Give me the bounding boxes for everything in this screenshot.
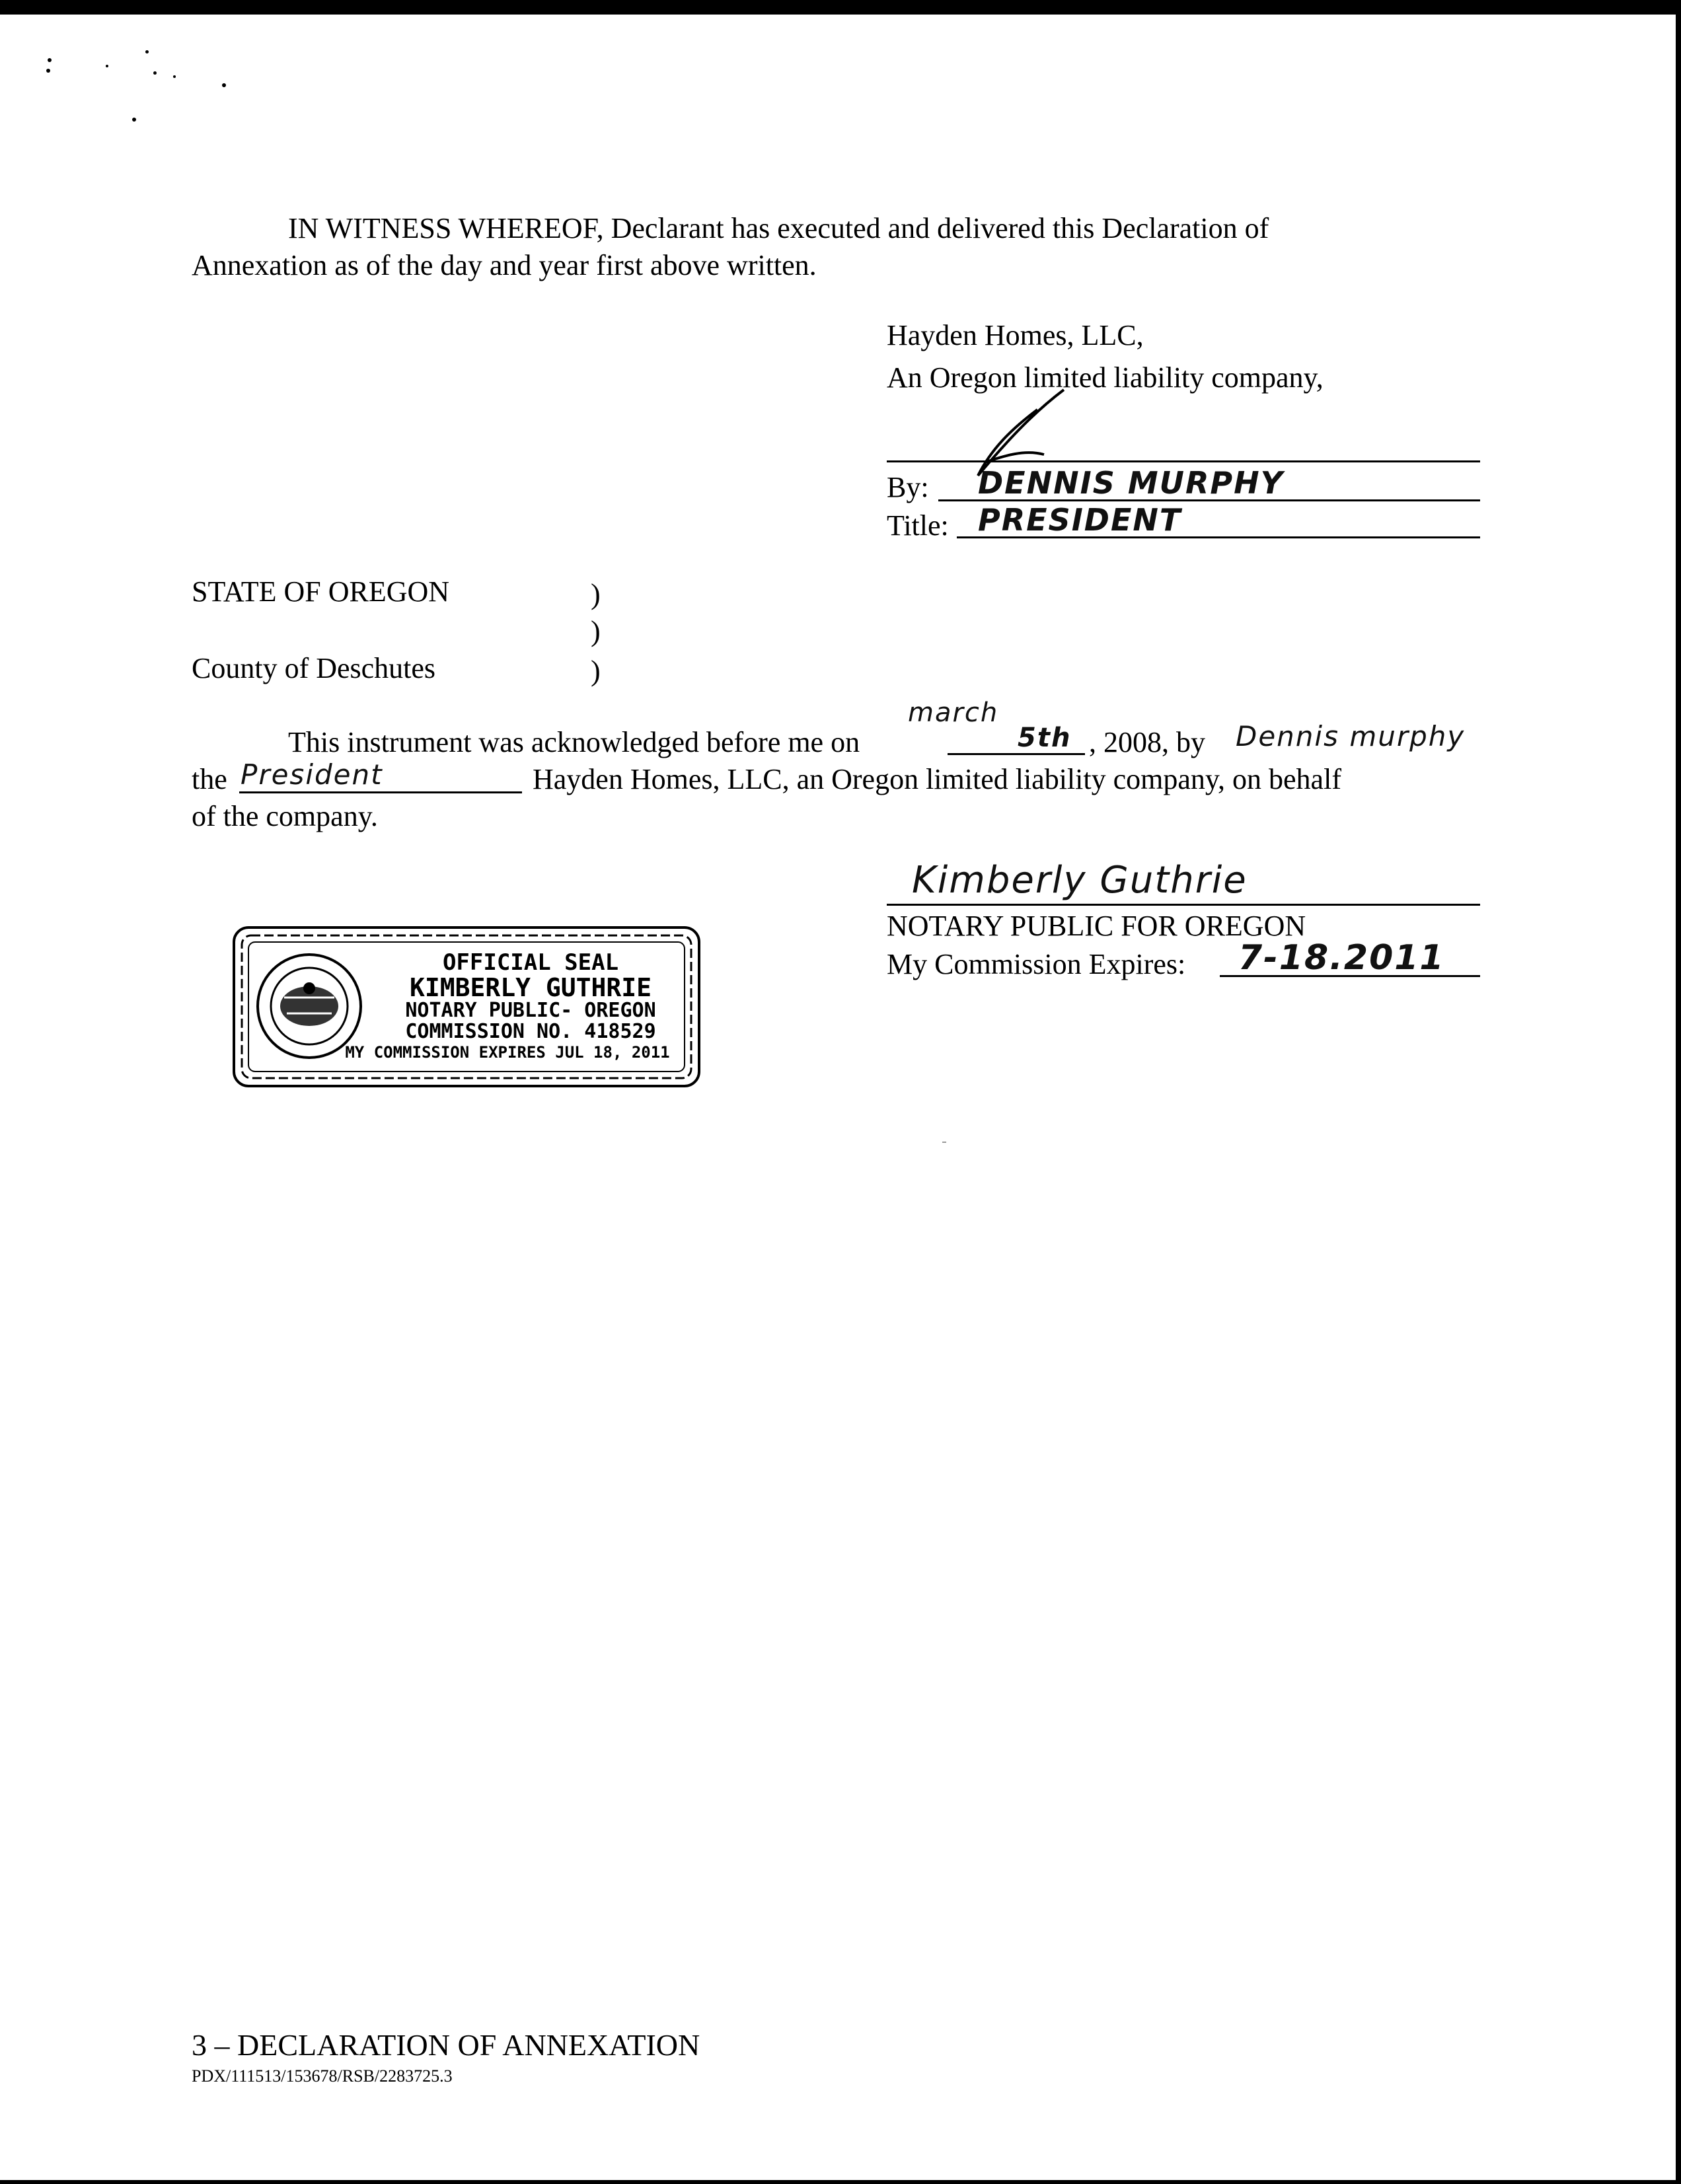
ack-line3: of the company. <box>192 800 378 832</box>
venue-paren-2: ) <box>591 615 601 647</box>
ack-name-handwritten: Dennis murphy <box>1236 720 1466 752</box>
title-label: Title: <box>887 509 949 542</box>
company-name: Hayden Homes, LLC, <box>887 319 1144 351</box>
venue-paren-1: ) <box>591 578 601 610</box>
seal-line4: COMMISSION NO. 418529 <box>405 1020 656 1043</box>
notary-signature: Kimberly Guthrie <box>912 859 1248 902</box>
footer-title: 3 – DECLARATION OF ANNEXATION <box>192 2028 700 2062</box>
witness-paragraph-line2: Annexation as of the day and year first above written. <box>192 249 817 281</box>
venue-county: County of Deschutes <box>192 652 436 684</box>
notary-label: NOTARY PUBLIC FOR OREGON <box>887 910 1306 942</box>
ack-role-handwritten: President <box>241 758 383 791</box>
seal-heading: OFFICIAL SEAL <box>442 949 619 976</box>
ack-line2-suffix: Hayden Homes, LLC, an Oregon limited liability company, on behalf <box>533 763 1341 795</box>
ack-month-handwritten: march <box>908 698 999 728</box>
ack-day-line <box>948 753 1085 755</box>
footer-document-code: PDX/111513/153678/RSB/2283725.3 <box>192 2066 453 2086</box>
seal-name: KIMBERLY GUTHRIE <box>409 973 652 1002</box>
title-handwritten: PRESIDENT <box>978 502 1182 538</box>
venue-state: STATE OF OREGON <box>192 575 450 608</box>
witness-paragraph-line1: IN WITNESS WHEREOF, Declarant has executed and delivered this Declaration of <box>288 212 1269 244</box>
venue-paren-3: ) <box>591 655 601 687</box>
signature-line <box>887 460 1480 462</box>
ack-role-line <box>239 791 522 793</box>
scan-mark <box>942 1142 946 1143</box>
ack-line1-mid: , 2008, by <box>1089 726 1205 758</box>
notary-signature-line <box>887 904 1480 906</box>
ack-day-handwritten: 5th <box>1018 723 1072 753</box>
scan-border-top <box>0 0 1681 15</box>
ack-line2-prefix: the <box>192 763 227 795</box>
company-description: An Oregon limited liability company, <box>887 361 1324 394</box>
by-label: By: <box>887 471 929 503</box>
ack-line1-prefix: This instrument was acknowledged before me on <box>288 726 860 758</box>
scan-border-bottom <box>0 2180 1681 2184</box>
scan-border-right <box>1676 0 1681 2184</box>
by-handwritten-name: DENNIS MURPHY <box>978 465 1284 501</box>
seal-line5: MY COMMISSION EXPIRES JUL 18, 2011 <box>345 1043 670 1062</box>
notary-expires-handwritten: 7-18.2011 <box>1238 938 1445 978</box>
seal-line3: NOTARY PUBLIC- OREGON <box>405 999 656 1022</box>
notary-expires-label: My Commission Expires: <box>887 948 1186 980</box>
official-seal-stamp <box>230 924 703 1090</box>
